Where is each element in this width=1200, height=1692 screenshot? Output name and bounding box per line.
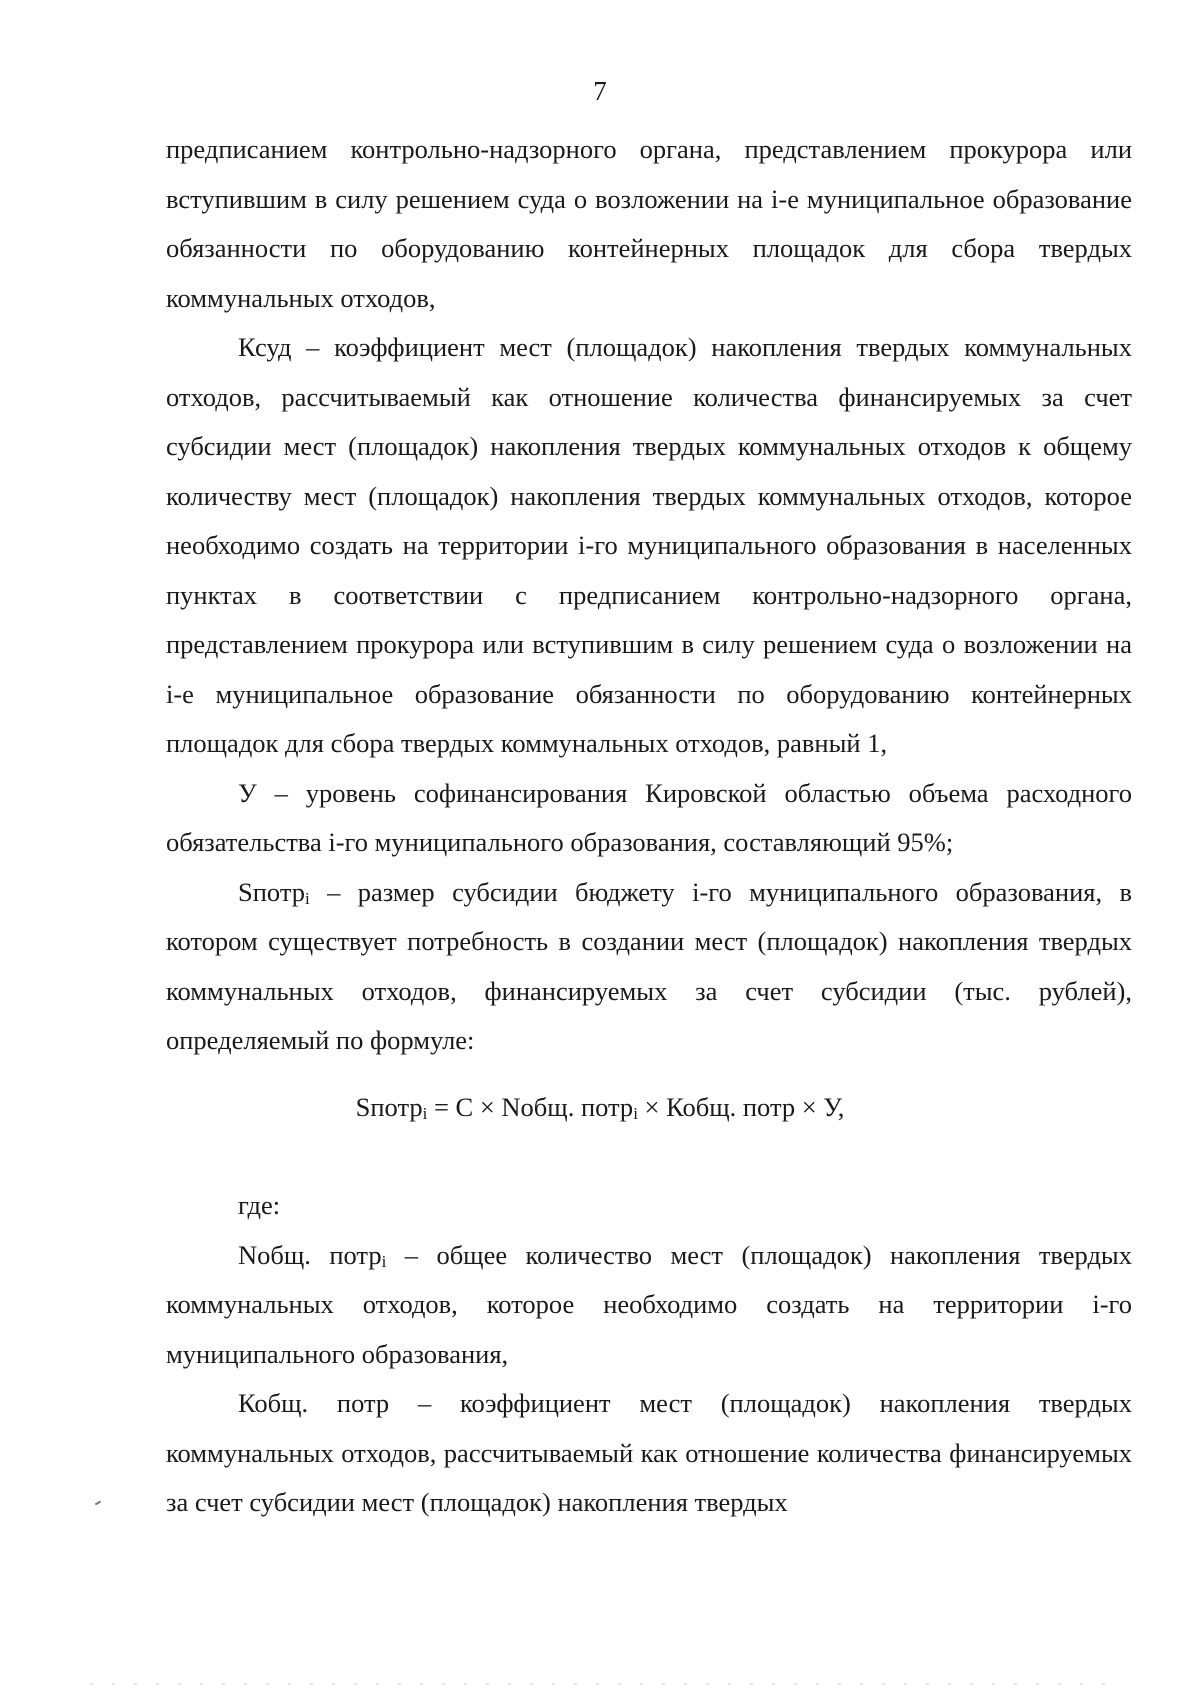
body-text-upper [166,125,1132,1066]
nobsch-description: – общее количество мест (площадок) накопления твердых коммунальных отходов, которое необходимо создать на территории i-го муниципального образования, [166,1239,1132,1369]
paragraph-kobsch-definition: Кобщ. потр – коэффициент мест (площадок) накопления твердых коммунальных отходов, рассчитываемый как отношение количества финансируемых за счет субсидии мест (площадок) накопления твердых [166,1388,1132,1517]
paragraph-continuation: предписанием контрольно-надзорного органа, представлением прокурора или вступившим в силу решением суда о возложении на i-е муниципальное образование обязанности по оборудованию контейнерных площадок для сбора твердых коммунальных отходов, [166,134,1132,313]
paragraph-u-definition: У – уровень софинансирования Кировской областью объема расходного обязательства i-го муниципального образования, составляющий 95%; [166,777,1132,857]
formula-lhs-subscript: i [422,1104,428,1123]
spotr-term: Sпотр [238,876,305,907]
body-text-lower [166,1181,1132,1528]
nobsch-term: Nобщ. потр [238,1239,382,1270]
spotr-description: – размер субсидии бюджету i-го муниципального образования, в котором существует потребность в создании мест (площадок) накопления твердых коммунальных отходов, финансируемых за счет субсидии (тыс. рублей), определяемый по формуле: [166,876,1132,1055]
spotr-subscript: i [304,888,310,908]
scan-artifact-dots [90,1683,1110,1685]
paragraph-spotr-definition [166,868,1132,1066]
formula-part1: = С × Nобщ. потр [427,1092,634,1122]
paragraph-nobsch-definition [166,1231,1132,1380]
page-number: 7 [593,76,607,106]
scan-artifact-mark [95,1501,101,1506]
formula-lhs: Sпотр [355,1092,423,1122]
where-label: где: [238,1190,281,1220]
formula-part2: × Кобщ. потр × У, [637,1092,845,1122]
formula-part1-subscript: i [633,1104,638,1123]
paragraph-ksud-definition: Ксуд – коэффициент мест (площадок) накопления твердых коммунальных отходов, рассчитываемый как отношение количества финансируемых за счет субсидии мест (площадок) накопления твердых коммунальных отходов к общему количеству мест (площадок) накопления твердых коммунальных отходов, которое необходимо создать на территории i-го муниципального образования в населенных пунктах в соответствии с предписанием контрольно-надзорного органа, представлением прокурора или вступившим в силу решением суда о возложении на i-е муниципальное образование обязанности по оборудованию контейнерных площадок для сбора твердых коммунальных отходов, равный 1, [166,332,1132,758]
nobsch-subscript: i [381,1251,387,1271]
formula-spotr [0,1092,1200,1123]
